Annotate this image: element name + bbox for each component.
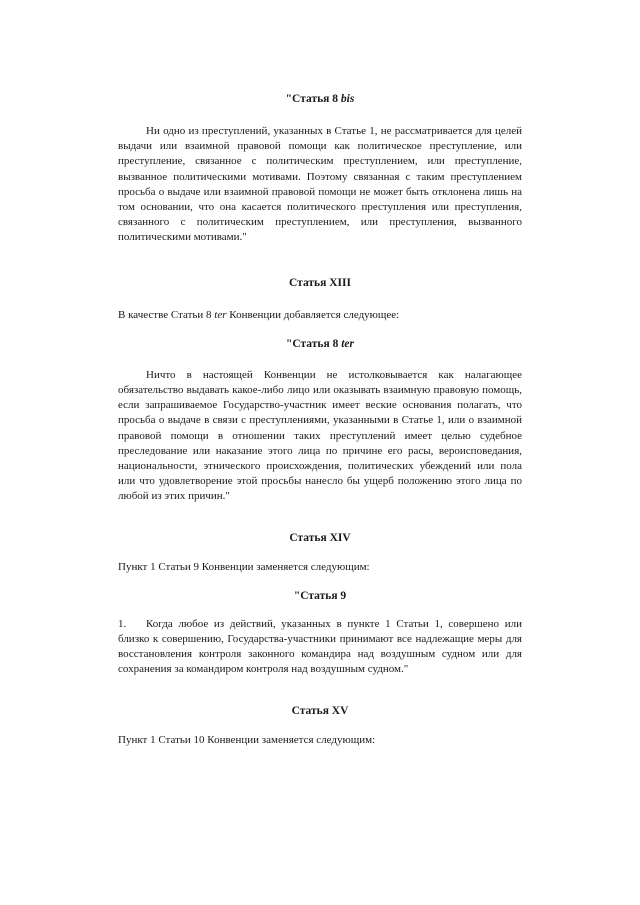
article-14-intro: Пункт 1 Статьи 9 Конвенции заменяется следующим: [118, 560, 370, 573]
article-13-title: Статья XIII [289, 276, 351, 289]
article-9-item-1: 1. Когда любое из действий, указанных в пункте 1 Статьи 1, совершено или близко к совершению, Государства-участники принимают все надлежащие меры для восстановления контроля законного командира над воздушным судном или для сохранения за командиром контроля над воздушным судном." [118, 617, 522, 676]
article-8ter-body: Ничто в настоящей Конвенции не истолковывается как налагающее обязательство выдавать какое-либо лицо или оказывать взаимную правовую помощь, если запрашиваемое Государство-участник имеет веские основания полагать, что просьба о выдаче в связи с преступлениями, указанными в Статье 1, или о взаимной правовой помощи в отношении таких преступлений имеет целью судебное преследование или наказание этого лица по причине его расы, вероисповедания, национальности, этнического происхождения, политических убеждений или пола или что удовлетворение этой просьбы нанесло бы ущерб положению этого лица по любой из этих причин." [118, 368, 522, 503]
article-15-intro: Пункт 1 Статьи 10 Конвенции заменяется следующим: [118, 733, 376, 746]
article-15-title: Статья XV [291, 704, 349, 717]
item-number: 1. [118, 617, 127, 630]
article-14-title: Статья XIV [289, 531, 351, 544]
article-8bis-body: Ни одно из преступлений, указанных в Статье 1, не рассматривается для целей выдачи или взаимной правовой помощи как политическое преступление, или преступление, связанное с политическим преступлением, или преступление, вызванное политическими мотивами. Поэтому связанная с таким преступлением просьба о выдаче или взаимной правовой помощи не может быть отклонена лишь на том основании, что она касается политического преступления или преступления, связанного с политическим преступлением, или преступления, вызванного политическими мотивами." [118, 125, 522, 244]
article-9-title: "Статья 9 [293, 589, 347, 602]
document-page [118, 86, 522, 748]
article-8bis-title: "Статья 8 bis [285, 93, 355, 105]
article-13-intro: В качестве Статьи 8 ter Конвенции добавляется следующее: [118, 308, 400, 321]
article-8ter-title: "Статья 8 ter [285, 337, 354, 350]
